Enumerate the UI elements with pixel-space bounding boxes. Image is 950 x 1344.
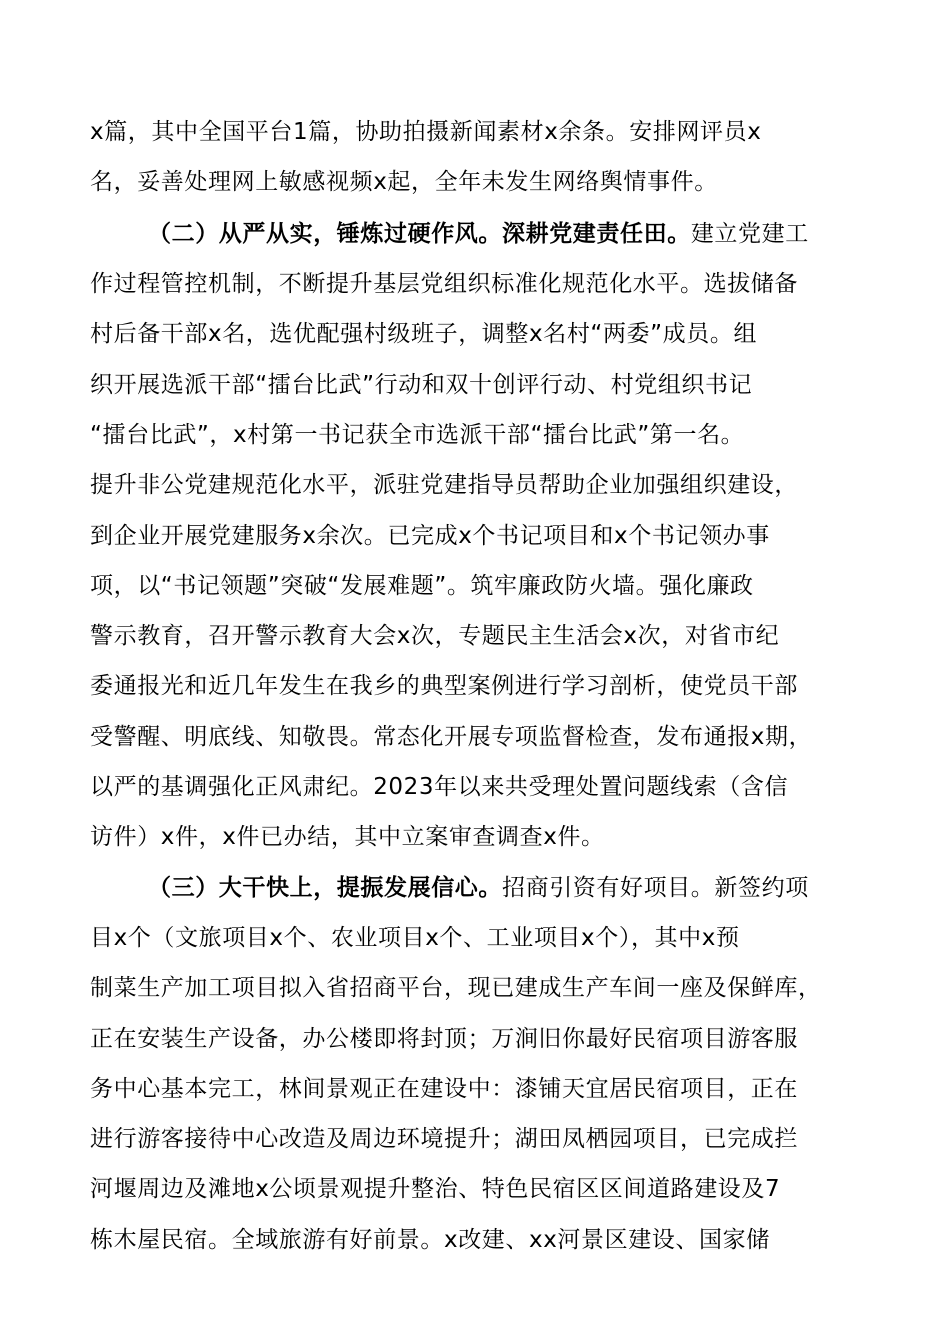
text-line — [90, 1074, 950, 1104]
text-span: 作过程管控机制，不断提升基层党组织标准化规范化水平。选拔储备 — [90, 271, 798, 297]
text-line — [90, 621, 950, 651]
text-span: 委通报光和近几年发生在我乡的典型案例进行学习剖析，使党员干部 — [90, 673, 798, 699]
text-span: 访件）x件，x件已办结，其中立案审查调查x件。 — [90, 824, 605, 850]
text-span: 项，以“书记领题”突破“发展难题”。筑牢廉政防火墙。强化廉政 — [90, 573, 754, 599]
text-span: 河堰周边及滩地x公顷景观提升整治、特色民宿区区间道路建设及7 — [90, 1176, 781, 1202]
text-span: 织开展选派干部“擂台比武”行动和双十创评行动、村党组织书记 — [90, 372, 753, 398]
text-line — [90, 1174, 950, 1204]
text-span: “擂台比武”，x村第一书记获全市选派干部“擂台比武”第一名。 — [90, 422, 745, 448]
text-line — [90, 923, 950, 953]
text-line — [90, 470, 950, 500]
text-line — [90, 772, 950, 802]
text-span: 目x个（文旅项目x个、农业项目x个、工业项目x个），其中x预 — [90, 925, 740, 951]
text-line — [90, 319, 950, 349]
text-span: 以严的基调强化正风肃纪。2023年以来共受理处置问题线索（含信 — [90, 774, 789, 800]
text-span: 名，妥善处理网上敏感视频x起，全年未发生网络舆情事件。 — [90, 169, 718, 195]
text-line — [90, 521, 950, 551]
text-span: 正在安装生产设备，办公楼即将封顶；万涧旧你最好民宿项目游客服 — [90, 1026, 798, 1052]
text-line — [90, 671, 950, 701]
text-line — [90, 117, 950, 147]
text-line — [90, 1024, 950, 1054]
text-span: 受警醒、明底线、知敬畏。常态化开展专项监督检查，发布通报x期， — [90, 724, 813, 750]
text-span: 提升非公党建规范化水平，派驻党建指导员帮助企业加强组织建设， — [90, 472, 798, 498]
text-span: 务中心基本完工，林间景观正在建设中：漆铺天宜居民宿项目，正在 — [90, 1076, 798, 1102]
text-line — [90, 1225, 950, 1255]
text-line — [90, 722, 950, 752]
text-line — [90, 973, 950, 1003]
text-span: x篇，其中全国平台1篇，协助拍摄新闻素材x余条。安排网评员x — [90, 119, 762, 145]
text-span: 警示教育，召开警示教育大会x次，专题民主生活会x次，对省市纪 — [90, 623, 780, 649]
section-three-heading-line — [148, 873, 950, 903]
text-span: 制菜生产加工项目拟入省招商平台，现已建成生产车间一座及保鲜库， — [90, 975, 822, 1001]
text-span: 建立党建工 — [690, 221, 809, 247]
text-span: 招商引资有好项目。新签约项 — [502, 875, 809, 901]
text-span: 到企业开展党建服务x余次。已完成x个书记项目和x个书记领办事 — [90, 523, 770, 549]
subsection-heading: 深耕党建责任田。 — [502, 221, 691, 247]
text-span: 栋木屋民宿。全域旅游有好前景。x改建、xx河景区建设、国家储 — [90, 1227, 770, 1253]
text-line — [90, 269, 950, 299]
text-line — [90, 370, 950, 400]
section-heading: （三）大干快上，提振发展信心。 — [148, 875, 502, 901]
text-line — [90, 167, 950, 197]
text-line — [90, 822, 950, 852]
section-heading: （二）从严从实，锤炼过硬作风。 — [148, 221, 502, 247]
section-two-heading-line — [148, 219, 950, 249]
text-span: 进行游客接待中心改造及周边环境提升；湖田凤栖园项目，已完成拦 — [90, 1126, 798, 1152]
text-span: 村后备干部x名，选优配强村级班子，调整x名村“两委”成员。组 — [90, 321, 758, 347]
text-line — [90, 571, 950, 601]
text-line — [90, 420, 950, 450]
text-line — [90, 1124, 950, 1154]
